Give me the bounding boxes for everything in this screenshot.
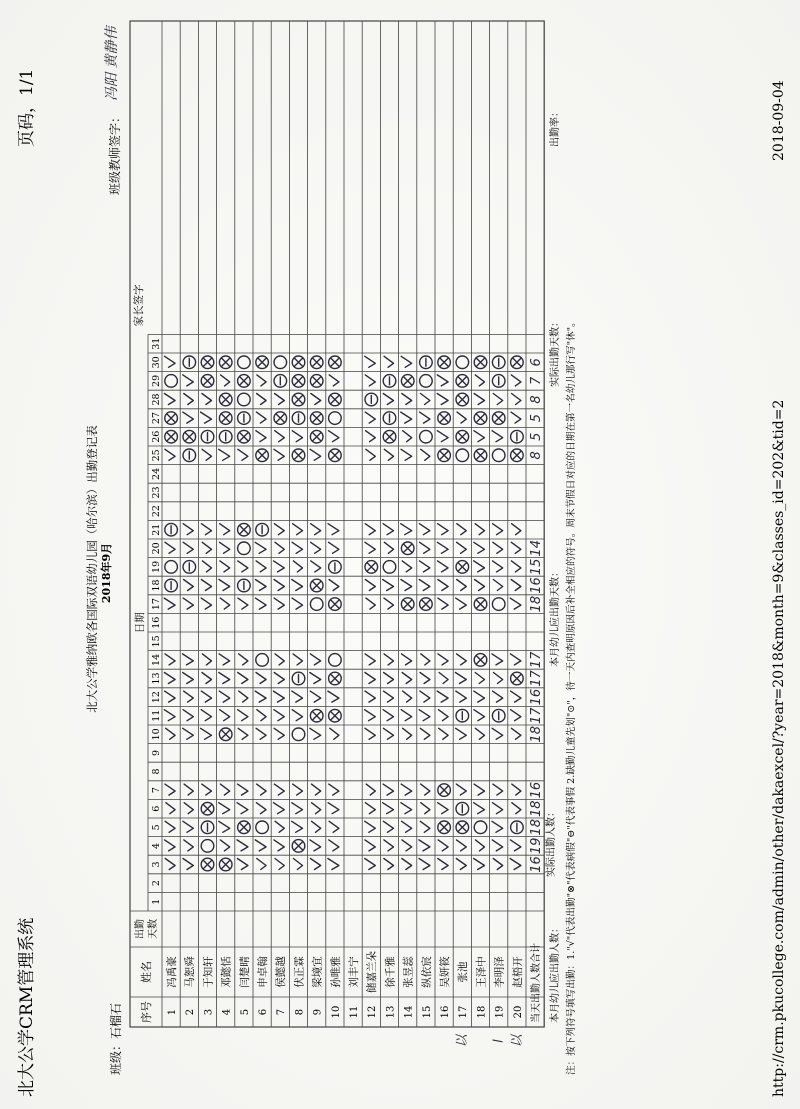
student-number: 2 bbox=[185, 1008, 197, 1016]
day-number: 8 bbox=[151, 768, 162, 775]
student-name: 徐千雅 bbox=[384, 956, 397, 988]
document-title: 北大公学雅纳欧各国际双语幼儿园（哈尔滨）出勤登记表 bbox=[85, 425, 99, 713]
day-number: 10 bbox=[151, 728, 162, 741]
student-number: 14 bbox=[403, 1005, 415, 1019]
daily-total-value: 19 bbox=[529, 837, 544, 855]
day-number: 16 bbox=[151, 616, 162, 629]
col-header-attend-days-2: 天数 bbox=[148, 919, 159, 939]
day-number: 26 bbox=[151, 430, 162, 443]
day-number: 18 bbox=[151, 579, 162, 592]
day-number: 6 bbox=[151, 805, 162, 812]
actual-days-label: 实际出勤天数： bbox=[550, 317, 562, 387]
student-name: 侯懿越 bbox=[275, 956, 288, 988]
day-number: 9 bbox=[151, 749, 162, 756]
student-name: 赵梧开 bbox=[511, 956, 524, 988]
student-name: 刘丰宁 bbox=[348, 956, 360, 988]
student-name: 伏正霖 bbox=[293, 956, 306, 988]
attendance-rate-label: 出勤率： bbox=[550, 107, 562, 147]
day-number: 13 bbox=[151, 672, 162, 685]
student-name: 纵依宸 bbox=[420, 956, 433, 988]
margin-mark: 以 bbox=[509, 1034, 525, 1048]
day-number: 14 bbox=[151, 653, 162, 666]
student-number: 9 bbox=[312, 1008, 324, 1016]
student-number: 1 bbox=[167, 1008, 178, 1016]
daily-total-value: 16 bbox=[529, 577, 544, 594]
student-name: 李明泽 bbox=[493, 956, 506, 988]
day-number: 2 bbox=[151, 880, 162, 887]
day-number: 19 bbox=[151, 560, 162, 573]
daily-total-value: 5 bbox=[529, 413, 544, 423]
col-header-parent-sign: 家长签字 bbox=[133, 284, 145, 327]
day-number: 25 bbox=[151, 449, 162, 462]
margin-mark: l bbox=[491, 1039, 507, 1043]
margin-mark: 以 bbox=[455, 1034, 471, 1048]
student-number: 18 bbox=[476, 1005, 488, 1019]
day-number: 29 bbox=[151, 374, 162, 387]
day-number: 31 bbox=[151, 337, 162, 350]
student-number: 7 bbox=[276, 1008, 288, 1016]
daily-total-value: 17 bbox=[529, 651, 544, 669]
daily-total-value: 8 bbox=[529, 451, 544, 460]
daily-total-value: 5 bbox=[529, 432, 544, 441]
student-number: 8 bbox=[294, 1008, 306, 1016]
document-subtitle: 2018年9月 bbox=[100, 542, 113, 604]
col-header-seq: 序号 bbox=[140, 1001, 153, 1023]
student-number: 4 bbox=[221, 1008, 233, 1016]
student-number: 6 bbox=[258, 1008, 269, 1016]
day-number: 12 bbox=[151, 691, 162, 704]
student-name: 孙唯雅 bbox=[329, 956, 342, 988]
student-name: 张池 bbox=[457, 961, 470, 983]
student-name: 王泽中 bbox=[475, 956, 488, 988]
day-number: 24 bbox=[151, 467, 162, 480]
student-name: 申卓翰 bbox=[257, 956, 269, 988]
daily-total-label: 当天出勤人数合计 bbox=[531, 943, 542, 1023]
day-number: 17 bbox=[151, 598, 162, 611]
should-attend-days-label: 本月幼儿应出勤天数： bbox=[550, 567, 562, 667]
student-name: 张昱蕊 bbox=[402, 956, 415, 988]
student-name: 于知轩 bbox=[202, 956, 215, 988]
day-number: 30 bbox=[151, 356, 162, 369]
should-attend-label: 本月幼儿应出勤人数： bbox=[550, 923, 562, 1023]
student-number: 12 bbox=[367, 1005, 379, 1019]
daily-total-value: 18 bbox=[529, 726, 544, 743]
daily-total-value: 8 bbox=[529, 395, 544, 404]
day-number: 22 bbox=[151, 505, 162, 518]
col-header-name: 姓名 bbox=[140, 961, 153, 983]
student-number: 20 bbox=[512, 1005, 524, 1019]
daily-total-value: 7 bbox=[529, 376, 544, 386]
day-number: 4 bbox=[151, 842, 162, 849]
daily-total-value: 18 bbox=[529, 800, 544, 817]
daily-total-value: 17 bbox=[529, 670, 544, 687]
teacher-signature: 冯阳 黄静伟 bbox=[104, 26, 120, 101]
day-number: 11 bbox=[151, 709, 162, 722]
student-number: 13 bbox=[385, 1005, 397, 1019]
student-number: 11 bbox=[349, 1005, 360, 1019]
system-name: 北大公学CRM管理系统 bbox=[17, 917, 37, 1097]
student-number: 17 bbox=[458, 1005, 470, 1019]
student-number: 19 bbox=[494, 1005, 506, 1019]
daily-total-value: 14 bbox=[529, 540, 544, 557]
day-number: 21 bbox=[151, 523, 162, 536]
class-label: 班级：石榴石 bbox=[109, 1002, 123, 1075]
daily-total-value: 15 bbox=[529, 558, 544, 576]
print-date: 2018-09-04 bbox=[771, 80, 787, 161]
day-number: 23 bbox=[151, 486, 162, 499]
daily-total-value: 16 bbox=[529, 856, 544, 873]
daily-total-value: 18 bbox=[529, 819, 544, 836]
print-url: http://crm.pkucollege.com/admin/other/dakaexcel/?year=2018&month=9&classes_id=202&tid=2 bbox=[771, 399, 787, 1097]
student-name: 邓懿恬 bbox=[220, 956, 233, 988]
daily-total-value: 17 bbox=[529, 707, 544, 724]
student-number: 3 bbox=[203, 1008, 215, 1016]
student-number: 16 bbox=[440, 1005, 451, 1019]
day-number: 20 bbox=[151, 542, 162, 555]
student-name: 闫楚晴 bbox=[238, 956, 251, 988]
day-number: 1 bbox=[151, 898, 162, 905]
legend-note: 注：按下列符号填写出勤：1."√"代表出勤"⊗"代表病假"⊖"代表事假 2.缺勤儿童先划"⊙"，待一天内查明原因后补全相应的符号。周末节假日对应的日期在第一名幼儿那行写"休"。 bbox=[566, 317, 578, 1075]
student-name: 马恕舜 bbox=[184, 956, 197, 988]
student-number: 5 bbox=[239, 1008, 251, 1016]
day-number: 28 bbox=[151, 393, 162, 406]
student-name: 梁境宜 bbox=[311, 956, 324, 988]
student-number: 15 bbox=[421, 1005, 433, 1019]
daily-total-value: 16 bbox=[529, 688, 544, 706]
day-number: 3 bbox=[151, 861, 162, 868]
page-number: 页码，1/1 bbox=[17, 68, 37, 147]
day-number: 15 bbox=[151, 635, 162, 648]
daily-total-value: 16 bbox=[529, 781, 544, 799]
student-name: 吴妍筱 bbox=[439, 956, 451, 988]
day-number: 5 bbox=[151, 824, 162, 831]
student-number: 10 bbox=[330, 1005, 342, 1019]
day-number: 27 bbox=[151, 412, 162, 425]
daily-total-value: 18 bbox=[529, 595, 544, 613]
student-name: 冯禹豪 bbox=[166, 956, 178, 988]
student-name: 储嘉兰朵 bbox=[366, 951, 379, 993]
col-header-date: 日期 bbox=[134, 612, 146, 634]
actual-attendance-label: 实际出勤人数： bbox=[546, 807, 558, 877]
col-header-attend-days: 出勤 bbox=[135, 919, 146, 939]
daily-total-value: 6 bbox=[529, 358, 544, 367]
day-number: 7 bbox=[151, 787, 162, 794]
teacher-sign-label: 班级教师签字： bbox=[108, 110, 122, 195]
